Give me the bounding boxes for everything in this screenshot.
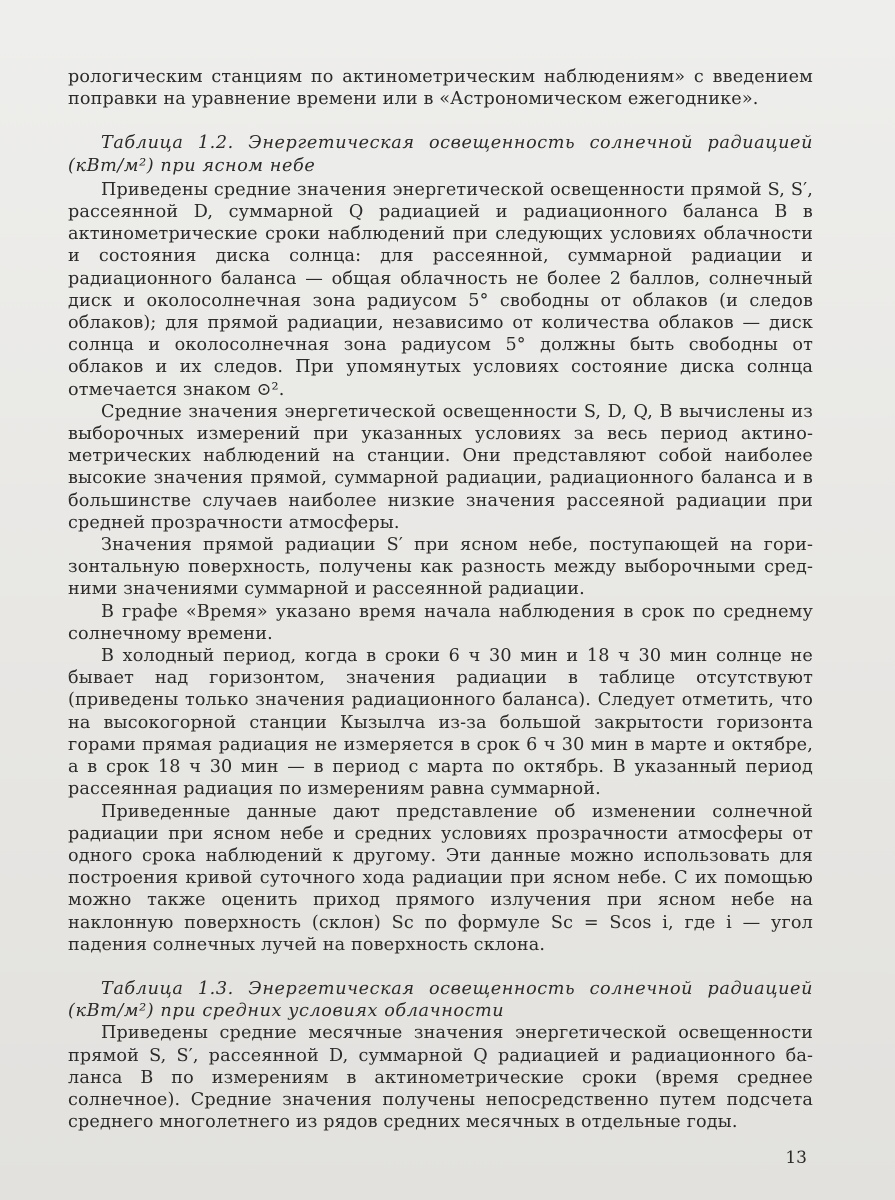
table-1-3-title: Энергетическая освещенность солнечной радиацией (кВт/м²) при средних условиях облачности	[68, 978, 813, 1022]
paragraph: Приведенные данные дают представление об изменении солнечной радиации при ясном небе и средних условиях прозрачности атмосферы от одного срока наблюдений к другому. Эти данные можно использовать для построения кривой суточного хода радиации при ясном небе. С их помощью можно также оценить приход прямого излучения при ясном небе на наклонную поверхность (склон) Sc по формуле Sc = Scos i, где i — угол падения солнечных лучей на поверхность склона.	[68, 801, 813, 955]
page-number: 13	[785, 1148, 807, 1168]
table-1-2-number: Таблица 1.2.	[101, 133, 234, 154]
paragraph: Значения прямой радиации S′ при ясном небе, поступающей на горизонтальную поверхность, получены как разность между выборочными средними значениями суммарной и рассеянной радиации.	[68, 535, 813, 600]
table-1-3-number: Таблица 1.3.	[101, 978, 234, 999]
table-1-2-heading	[68, 132, 813, 176]
continuation-paragraph: рологическим станциям по актинометрическим наблюдениям» с введением поправки на уравнение времени или в «Астрономическом ежегоднике».	[68, 67, 813, 110]
paragraph: Средние значения энергетической освещенности S, D, Q, B вычислены из выборочных измерений при указанных условиях за весь период актинометрических наблюдений на станции. Они представляют собой наиболее высокие значения прямой, суммарной радиации, радиационного баланса и в большинстве случаев наиболее низкие значения рассеяной радиации при средней прозрачности атмосферы.	[68, 401, 813, 533]
table-1-2-title: Энергетическая освещенность солнечной радиацией (кВт/м²) при ясном небе	[68, 133, 813, 176]
text-column	[68, 66, 813, 1133]
paragraph: Приведены средние месячные значения энергетической освещенности прямой S, S′, рассеянной D, суммарной Q радиацией и радиационного баланса B по измерениям в актинометрические сроки (время среднее солнечное). Средние значения получены непосредственно путем подсчета среднего многолетнего из рядов средних месячных в отдельные годы.	[68, 1023, 813, 1133]
paragraph: В холодный период, когда в сроки 6 ч 30 мин и 18 ч 30 мин солнце не бывает над горизонтом, значения радиации в таблице отсутствуют (приведены только значения радиационного баланса). Следует отметить, что на высокогорной станции Кызылча из-за большой закрытости горизонта горами прямая радиация не измеряется в срок 6 ч 30 мин в марте и октябре, а в срок 18 ч 30 мин — в период с марта по октябрь. В указанный период рассеянная радиация по измерениям равна суммарной.	[68, 646, 813, 800]
paragraph: В графе «Время» указано время начала наблюдения в срок по среднему солнечному времени.	[68, 601, 813, 644]
paragraph: Приведены средние значения энергетической освещенности прямой S, S′, рассеянной D, суммарной Q радиацией и радиационного баланса B в актинометрические сроки наблюдений при следующих условиях облачности и состояния диска солнца: для рассеянной, суммарной радиации и радиационного баланса — общая облачность не более 2 баллов, солнечный диск и околосолнечная зона радиусом 5° свободны от облаков (и следов облаков); для прямой радиации, независимо от количества облаков — диск солнца и околосолнечная зона радиусом 5° должны быть свободны от облаков и их следов. При упомянутых условиях состояние диска солнца отмечается знаком ⊙².	[68, 179, 813, 400]
table-1-3-heading	[68, 978, 813, 1022]
